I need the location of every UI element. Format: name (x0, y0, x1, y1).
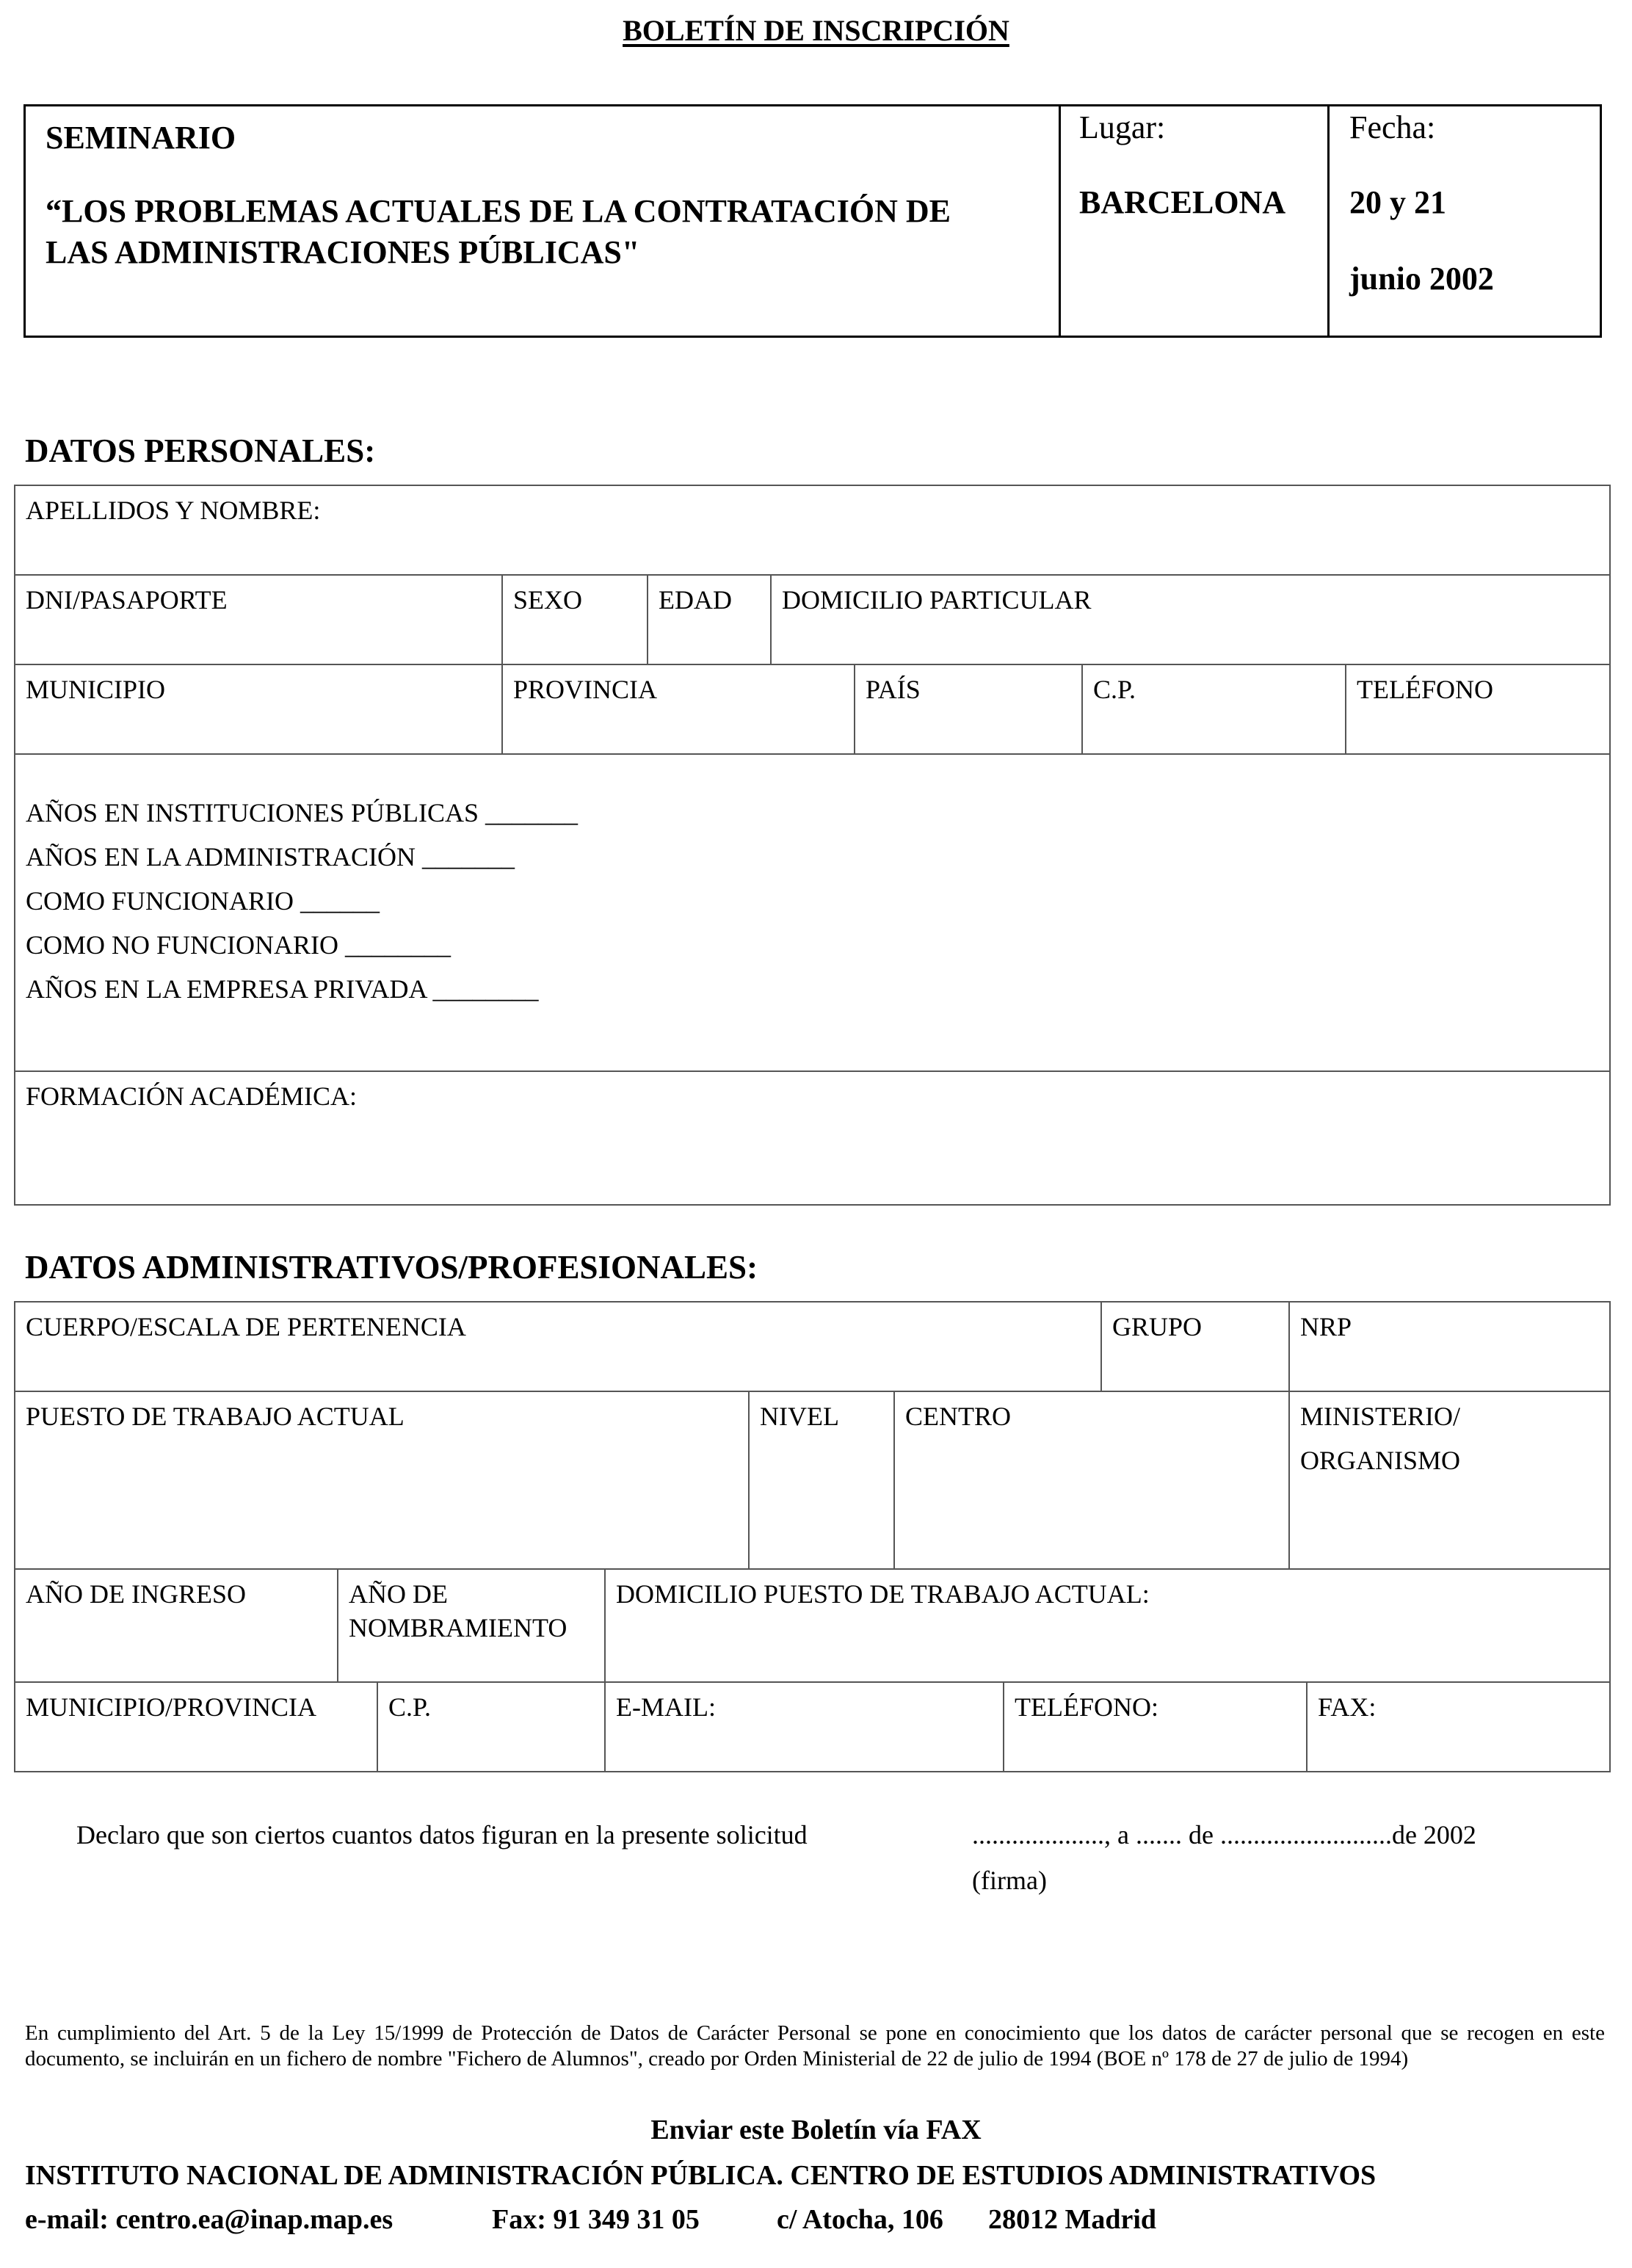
admin-telefono-label: TELÉFONO: (1015, 1692, 1158, 1722)
ano-nombramiento-label-1: AÑO DE (349, 1579, 448, 1609)
contact-postal-city: 28012 Madrid (988, 2204, 1157, 2235)
domicilio-field[interactable] (770, 574, 1611, 665)
ministerio-label-1: MINISTERIO/ (1300, 1402, 1460, 1431)
nrp-label: NRP (1300, 1312, 1352, 1341)
admin-data-heading: DATOS ADMINISTRATIVOS/PROFESIONALES: (25, 1249, 758, 1286)
legal-notice: En cumplimiento del Art. 5 de la Ley 15/1999 de Protección de Datos de Carácter Personal se pone en conocimiento que los datos de carácter personal que se recogen en este documento, se incluirán en un fichero de nombre "Fichero de Alumnos", creado por Orden Ministerial de 22 de julio de 1994 (BOE nº 178 de 27 de julio de 1994) (25, 2021, 1605, 2070)
formacion-field[interactable] (14, 1070, 1611, 1206)
pais-field[interactable] (854, 664, 1083, 755)
ano-nombramiento-field[interactable] (337, 1568, 606, 1683)
anos-administracion-line[interactable]: AÑOS EN LA ADMINISTRACIÓN _______ (26, 842, 515, 872)
sexo-label: SEXO (513, 585, 583, 615)
como-no-funcionario-line[interactable]: COMO NO FUNCIONARIO ________ (26, 930, 451, 960)
domicilio-label: DOMICILIO PARTICULAR (782, 585, 1092, 615)
seminario-title-line-1: “LOS PROBLEMAS ACTUALES DE LA CONTRATACIÓN DE (46, 193, 951, 229)
sexo-field[interactable] (501, 574, 648, 665)
anos-empresa-line[interactable]: AÑOS EN LA EMPRESA PRIVADA ________ (26, 974, 539, 1004)
lugar-label: Lugar: (1079, 109, 1166, 145)
cp-field[interactable] (1081, 664, 1346, 755)
edad-field[interactable] (647, 574, 772, 665)
pais-label: PAÍS (866, 675, 921, 704)
domicilio-puesto-field[interactable] (604, 1568, 1611, 1683)
header-divider-2 (1327, 104, 1330, 338)
edad-label: EDAD (659, 585, 732, 615)
centro-label: CENTRO (905, 1402, 1011, 1431)
provincia-field[interactable] (501, 664, 855, 755)
grupo-label: GRUPO (1112, 1312, 1203, 1341)
contact-email[interactable]: e-mail: centro.ea@inap.map.es (25, 2204, 394, 2235)
nivel-field[interactable] (748, 1391, 895, 1570)
fax-label: FAX: (1318, 1692, 1377, 1722)
fecha-label: Fecha: (1349, 109, 1436, 145)
fecha-month: junio 2002 (1349, 261, 1494, 297)
cuerpo-label: CUERPO/ESCALA DE PERTENENCIA (26, 1312, 466, 1341)
admin-telefono-field[interactable] (1003, 1681, 1308, 1772)
institute-name: INSTITUTO NACIONAL DE ADMINISTRACIÓN PÚBLICA. CENTRO DE ESTUDIOS ADMINISTRATIVOS (25, 2160, 1377, 2191)
dni-label: DNI/PASAPORTE (26, 585, 228, 615)
admin-cp-label: C.P. (388, 1692, 432, 1722)
personal-data-heading: DATOS PERSONALES: (25, 432, 376, 469)
telefono-field[interactable] (1345, 664, 1611, 755)
como-funcionario-line[interactable]: COMO FUNCIONARIO ______ (26, 886, 380, 916)
nivel-label: NIVEL (760, 1402, 839, 1431)
ano-ingreso-field[interactable] (14, 1568, 338, 1683)
domicilio-puesto-label: DOMICILIO PUESTO DE TRABAJO ACTUAL: (616, 1579, 1150, 1609)
seminario-label: SEMINARIO (46, 120, 236, 156)
cuerpo-field[interactable] (14, 1301, 1102, 1392)
signature-date-line[interactable]: ...................., a ....... de ..........................de 2002 (972, 1820, 1476, 1849)
telefono-label: TELÉFONO (1357, 675, 1493, 704)
admin-cp-field[interactable] (377, 1681, 606, 1772)
municipio-provincia-label: MUNICIPIO/PROVINCIA (26, 1692, 317, 1722)
provincia-label: PROVINCIA (513, 675, 658, 704)
municipio-label: MUNICIPIO (26, 675, 166, 704)
send-via-fax-note: Enviar este Boletín vía FAX (650, 2115, 982, 2145)
puesto-label: PUESTO DE TRABAJO ACTUAL (26, 1402, 405, 1431)
ministerio-field[interactable] (1288, 1391, 1611, 1570)
form-title: BOLETÍN DE INSCRIPCIÓN (623, 14, 1009, 47)
anos-instituciones-line[interactable]: AÑOS EN INSTITUCIONES PÚBLICAS _______ (26, 798, 579, 827)
municipio-field[interactable] (14, 664, 503, 755)
fecha-days: 20 y 21 (1349, 184, 1446, 220)
declaration-text: Declaro que son ciertos cuantos datos figuran en la presente solicitud (76, 1820, 808, 1849)
email-field[interactable] (604, 1681, 1004, 1772)
nrp-field[interactable] (1288, 1301, 1611, 1392)
header-divider-1 (1059, 104, 1061, 338)
contact-fax: Fax: 91 349 31 05 (492, 2204, 700, 2235)
puesto-field[interactable] (14, 1391, 750, 1570)
firma-label: (firma) (972, 1866, 1047, 1895)
contact-address: c/ Atocha, 106 (777, 2204, 943, 2235)
years-experience-block (14, 753, 1611, 1072)
centro-field[interactable] (893, 1391, 1290, 1570)
ministerio-label-2: ORGANISMO (1300, 1446, 1461, 1475)
formacion-label: FORMACIÓN ACADÉMICA: (26, 1082, 358, 1111)
lugar-value: BARCELONA (1079, 184, 1286, 220)
cp-label: C.P. (1093, 675, 1136, 704)
ano-ingreso-label: AÑO DE INGRESO (26, 1579, 246, 1609)
grupo-field[interactable] (1100, 1301, 1290, 1392)
apellidos-field[interactable] (14, 485, 1611, 576)
municipio-provincia-field[interactable] (14, 1681, 378, 1772)
email-label: E-MAIL: (616, 1692, 716, 1722)
apellidos-label: APELLIDOS Y NOMBRE: (26, 496, 321, 525)
seminario-title-line-2: LAS ADMINISTRACIONES PÚBLICAS" (46, 234, 640, 270)
dni-field[interactable] (14, 574, 503, 665)
ano-nombramiento-label-2: NOMBRAMIENTO (349, 1613, 567, 1642)
fax-field[interactable] (1306, 1681, 1611, 1772)
